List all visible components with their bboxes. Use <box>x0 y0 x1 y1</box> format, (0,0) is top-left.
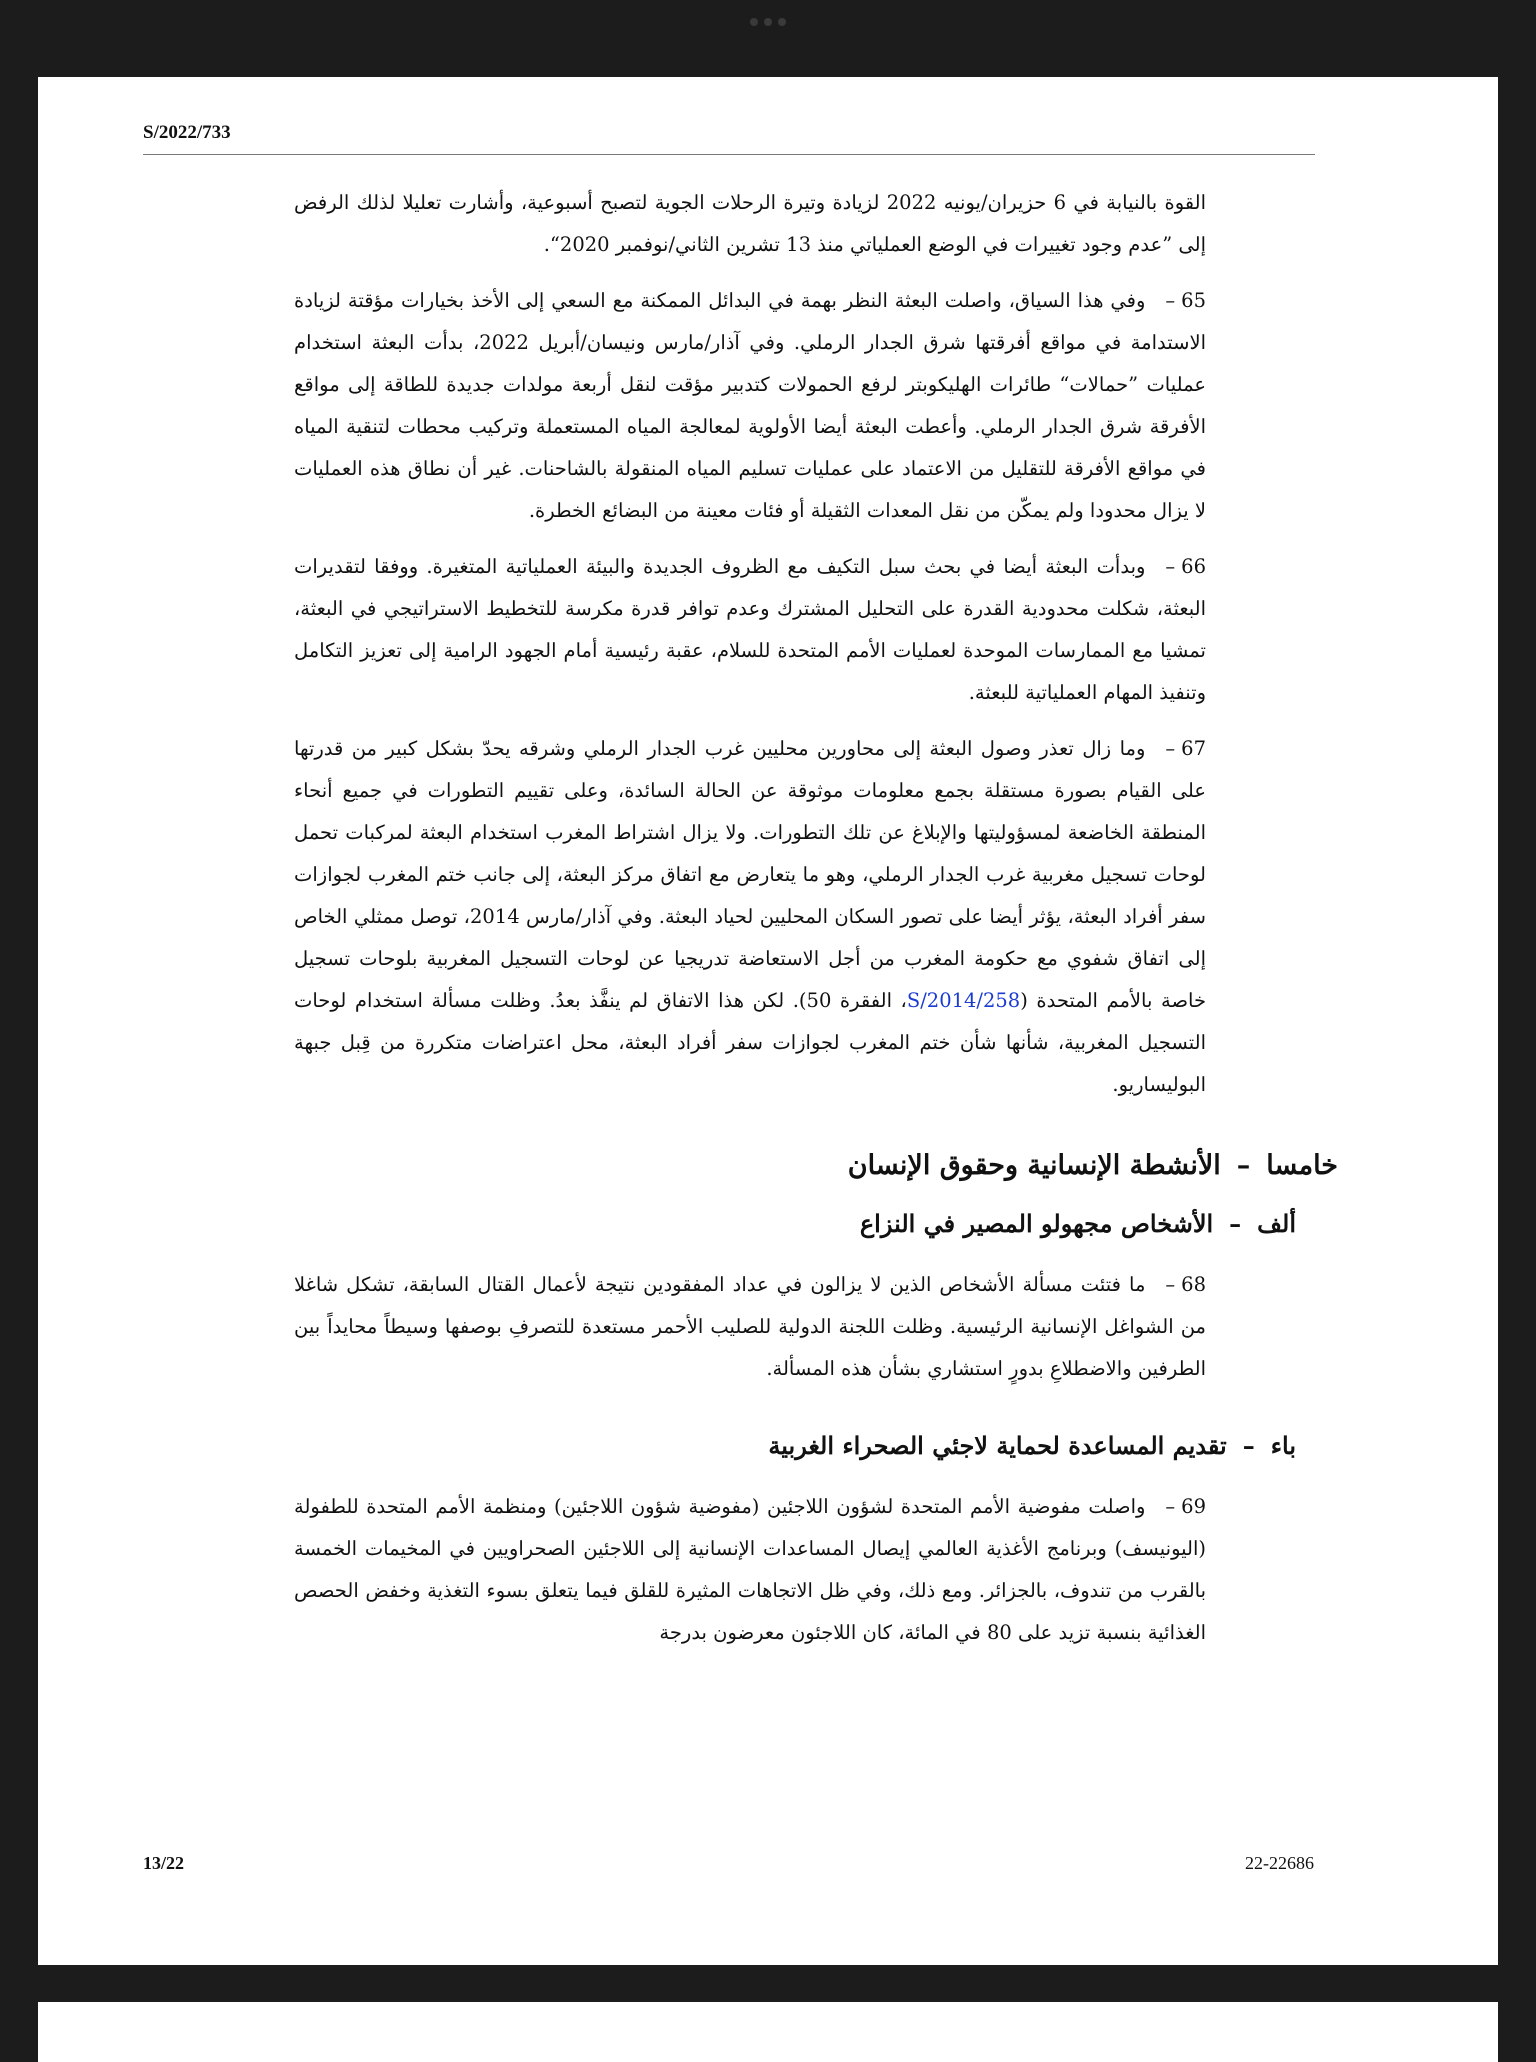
subsection-label: باء <box>1270 1431 1296 1460</box>
paragraph-text: القوة بالنيابة في 6 حزيران/يونيه 2022 لزيادة وتيرة الرحلات الجوية لتصبح أسبوعية، وأشارت تعليلا لذلك الرفض إلى ”عدم وجود تغييرات في الوضع العملياتي منذ 13 تشرين الثاني/نوفمبر 2020“. <box>294 191 1207 256</box>
subsection-heading-a <box>294 1204 1296 1244</box>
paragraph-dash: – <box>1165 737 1176 760</box>
document-symbol: S/2022/733 <box>143 122 231 143</box>
paragraph-text-continued: ، الفقرة 50). لكن هذا الاتفاق لم ينفَّذ بعدُ. وظلت مسألة استخدام لوحات التسجيل المغربية، شأنها شأن ختم المغرب لجوازات سفر أفراد البعثة، محل اعتراضات متكررة من قِبل جبهة البوليساريو. <box>294 989 1206 1096</box>
subsection-dash: – <box>1242 1431 1255 1460</box>
page-number: 13/22 <box>143 1853 185 1873</box>
document-number: 22-22686 <box>1245 1853 1314 1873</box>
section-title: الأنشطة الإنسانية وحقوق الإنسان <box>847 1150 1221 1181</box>
section-label: خامسا <box>1266 1150 1338 1181</box>
paragraph-text: وفي هذا السياق، واصلت البعثة النظر بهمة في البدائل الممكنة مع السعي إلى الأخذ بخيارات مؤقتة لزيادة الاستدامة في مواقع أفرقتها شرق الجدار الرملي. وفي آذار/مارس ونيسان/أبريل 2022، بدأت البعثة استخدام عمليات ”حمالات“ طائرات الهليكوبتر لرفع الحمولات كتدبير مؤقت لنقل أربعة مولدات جديدة للطاقة إلى مواقع الأفرقة شرق الجدار الرملي. وأعطت البعثة أيضا الأولوية لمعالجة المياه المستعملة وتركيب محطات لتنقية المياه في مواقع الأفرقة للتقليل من الاعتماد على عمليات تسليم المياه المنقولة بالشاحنات. غير أن نطاق هذه العمليات لا يزال محدودا ولم يمكّن من نقل المعدات الثقيلة أو فئات معينة من البضائع الخطرة. <box>294 289 1206 522</box>
paragraph-continuation <box>294 182 1206 266</box>
paragraph-66 <box>294 546 1206 714</box>
drag-dot <box>778 18 786 26</box>
paragraph-68 <box>294 1264 1206 1390</box>
paragraph-65 <box>294 280 1206 532</box>
section-heading-v <box>294 1146 1338 1186</box>
paragraph-dash: – <box>1165 555 1176 578</box>
header-divider <box>143 154 1315 155</box>
paragraph-number: 69 <box>1181 1495 1206 1518</box>
paragraph-dash: – <box>1165 1495 1176 1518</box>
next-document-page <box>38 2002 1498 2062</box>
subsection-title: تقديم المساعدة لحماية لاجئي الصحراء الغربية <box>768 1431 1227 1460</box>
paragraph-dash: – <box>1165 1273 1176 1296</box>
paragraph-67 <box>294 728 1206 1106</box>
paragraph-text: وبدأت البعثة أيضا في بحث سبل التكيف مع الظروف الجديدة والبيئة العملياتية المتغيرة. ووفقا لتقديرات البعثة، شكلت محدودية القدرة على التحليل المشترك وعدم توافر قدرة مكرسة للتخطيط الاستراتيجي في البعثة، تمشيا مع الممارسات الموحدة لعمليات الأمم المتحدة للسلام، عقبة رئيسية أمام الجهود الرامية إلى تعزيز التكامل وتنفيذ المهام العملياتية للبعثة. <box>294 555 1206 704</box>
document-reference-link[interactable]: S/2014/258 <box>906 989 1021 1012</box>
paragraph-number: 66 <box>1181 555 1206 578</box>
paragraph-number: 67 <box>1181 737 1206 760</box>
subsection-label: ألف <box>1257 1209 1296 1238</box>
paragraph-number: 65 <box>1181 289 1206 312</box>
paragraph-text: ما فتئت مسألة الأشخاص الذين لا يزالون في عداد المفقودين نتيجة لأعمال القتال السابقة، تشكل شاغلا من الشواغل الإنسانية الرئيسية. وظلت اللجنة الدولية للصليب الأحمر مستعدة للتصرفِ بوصفها وسيطاً محايداً بين الطرفين والاضطلاعِ بدورٍ استشاري بشأن هذه المسألة. <box>294 1273 1206 1380</box>
paragraph-text: وما زال تعذر وصول البعثة إلى محاورين محليين غرب الجدار الرملي وشرقه يحدّ بشكل كبير من قدرتها على القيام بصورة مستقلة بجمع معلومات موثوقة عن الحالة السائدة، وعلى تقييم التطورات في جميع أنحاء المنطقة الخاضعة لمسؤوليتها والإبلاغ عن تلك التطورات. ولا يزال اشتراط المغرب استخدام البعثة لمركبات تحمل لوحات تسجيل مغربية غرب الجدار الرملي، وهو ما يتعارض مع اتفاق مركز البعثة، إلى جانب ختم المغرب لجوازات سفر أفراد البعثة، يؤثر أيضا على تصور السكان المحليين لحياد البعثة. وفي آذار/مارس 2014، توصل ممثلي الخاص إلى اتفاق شفوي مع حكومة المغرب من أجل الاستعاضة تدريجيا عن لوحات التسجيل المغربية بلوحات تسجيل خاصة بالأمم المتحدة ( <box>294 737 1207 1012</box>
document-body <box>294 182 1338 1668</box>
section-dash: – <box>1236 1150 1251 1181</box>
paragraph-69 <box>294 1486 1206 1654</box>
subsection-title: الأشخاص مجهولو المصير في النزاع <box>859 1209 1214 1238</box>
subsection-dash: – <box>1229 1209 1242 1238</box>
paragraph-dash: – <box>1165 289 1176 312</box>
window-drag-handle[interactable] <box>0 18 1536 26</box>
drag-dot <box>764 18 772 26</box>
paragraph-number: 68 <box>1181 1273 1206 1296</box>
subsection-heading-b <box>294 1426 1296 1466</box>
paragraph-text: واصلت مفوضية الأمم المتحدة لشؤون اللاجئين (مفوضية شؤون اللاجئين) ومنظمة الأمم المتحدة للطفولة (اليونيسف) وبرنامج الأغذية العالمي إيصال المساعدات الإنسانية إلى اللاجئين الصحراويين في المخيمات الخمسة بالقرب من تندوف، بالجزائر. ومع ذلك، وفي ظل الاتجاهات المثيرة للقلق فيما يتعلق بسوء التغذية وخفض الحصص الغذائية بنسبة تزيد على 80 في المائة، كان اللاجئون معرضون بدرجة <box>294 1495 1206 1644</box>
drag-dot <box>750 18 758 26</box>
